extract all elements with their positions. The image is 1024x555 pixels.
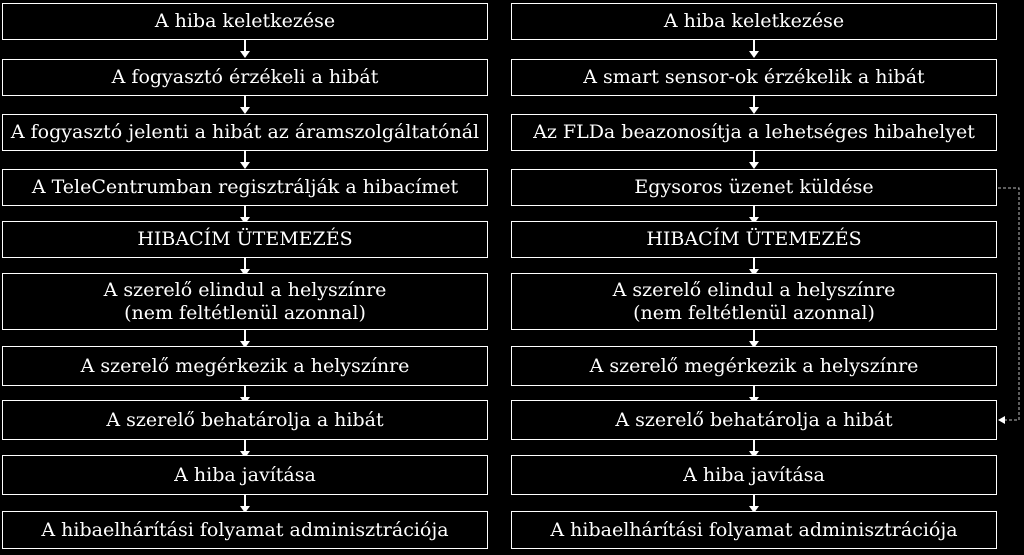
right-arrow-3 (753, 151, 755, 163)
left-arrow-3 (244, 151, 246, 163)
right-arrow-7 (753, 386, 755, 398)
right-step-8: A szerelő behatárolja a hibát (511, 400, 997, 440)
left-arrow-6 (244, 330, 246, 342)
right-arrow-2 (753, 96, 755, 108)
right-arrow-8 (753, 440, 755, 452)
left-step-2: A fogyasztó érzékeli a hibát (2, 59, 488, 96)
right-step-9: A hiba javítása (511, 455, 997, 495)
right-step-5: HIBACÍM ÜTEMEZÉS (511, 221, 997, 258)
left-step-8: A szerelő behatárolja a hibát (2, 400, 488, 440)
right-arrow-5 (753, 258, 755, 270)
left-step-1: A hiba keletkezése (2, 3, 488, 40)
left-arrow-7 (244, 386, 246, 398)
left-arrow-4 (244, 206, 246, 218)
left-arrow-5 (244, 258, 246, 270)
right-arrow-9 (753, 495, 755, 507)
left-arrow-2 (244, 96, 246, 108)
left-arrow-1 (244, 40, 246, 52)
left-step-4: A TeleCentrumban regisztrálják a hibacímet (2, 169, 488, 206)
right-arrow-4 (753, 206, 755, 218)
left-arrow-8 (244, 440, 246, 452)
left-step-6: A szerelő elindul a helyszínre (nem feltétlenül azonnal) (2, 273, 488, 330)
left-step-5: HIBACÍM ÜTEMEZÉS (2, 221, 488, 258)
right-step-3: Az FLDa beazonosítja a lehetséges hibahelyet (511, 114, 997, 151)
right-arrow-1 (753, 40, 755, 52)
right-step-7: A szerelő megérkezik a helyszínre (511, 346, 997, 386)
right-step-1: A hiba keletkezése (511, 3, 997, 40)
bypass-arrowhead (998, 416, 1005, 424)
right-step-6: A szerelő elindul a helyszínre (nem feltétlenül azonnal) (511, 273, 997, 330)
bypass-dashed-line (998, 188, 1019, 420)
left-step-3: A fogyasztó jelenti a hibát az áramszolgáltatónál (2, 114, 488, 151)
right-arrow-6 (753, 330, 755, 342)
left-arrow-9 (244, 495, 246, 507)
left-step-9: A hiba javítása (2, 455, 488, 495)
right-step-10: A hibaelhárítási folyamat adminisztrációja (511, 511, 997, 549)
right-step-4: Egysoros üzenet küldése (511, 169, 997, 206)
right-step-2: A smart sensor-ok érzékelik a hibát (511, 59, 997, 96)
left-step-7: A szerelő megérkezik a helyszínre (2, 346, 488, 386)
left-step-10: A hibaelhárítási folyamat adminisztrációja (2, 511, 488, 549)
